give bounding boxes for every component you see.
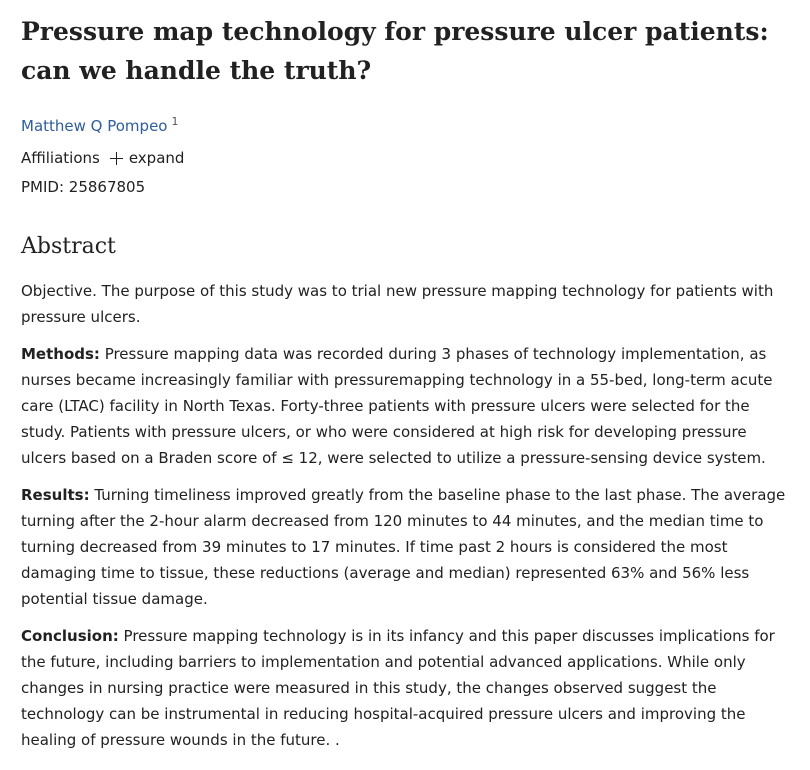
author-link[interactable]: Matthew Q Pompeo <box>21 117 168 135</box>
plus-icon <box>110 152 123 165</box>
abstract-objective: Objective. The purpose of this study was to trial new pressure mapping technology for patients with pressure ulcers. <box>21 282 774 326</box>
affiliations-label: Affiliations <box>21 149 100 167</box>
expand-affiliations-button[interactable] <box>110 148 185 168</box>
article-title-line-2: can we handle the truth? <box>21 56 372 85</box>
methods-text: Pressure mapping data was recorded during 3 phases of technology implementation, as nurses became increasingly familiar with pressuremapping technology in a 55-bed, long-term acute care (LTAC) facility in North Texas. Forty-three patients with pressure ulcers were selected for the study. Patients with pressure ulcers, or who were considered at high risk for developing pressure ulcers based on a Braden score of ≤ 12, were selected to utilize a pressure-sensing device system. <box>21 345 773 467</box>
authors-list <box>21 116 796 136</box>
conclusion-text: Pressure mapping technology is in its infancy and this paper discusses implications for the future, including barriers to implementation and potential advanced applications. While only changes in nursing practice were measured in this study, the changes observed suggest the technology can be instrumental in reducing hospital-acquired pressure ulcers and improving the healing of pressure wounds in the future. . <box>21 627 775 749</box>
abstract-heading: Abstract <box>21 234 116 259</box>
affiliations-row <box>21 148 796 168</box>
conclusion-label: Conclusion: <box>21 627 119 645</box>
author-affiliation-ref[interactable]: 1 <box>171 115 179 128</box>
abstract-methods <box>21 341 796 471</box>
results-label: Results: <box>21 486 90 504</box>
article-page <box>21 12 796 753</box>
abstract-body <box>21 278 796 753</box>
abstract-conclusion <box>21 623 796 753</box>
methods-label: Methods: <box>21 345 100 363</box>
article-title-line-1: Pressure map technology for pressure ulcer patients: <box>21 17 769 46</box>
results-text: Turning timeliness improved greatly from the baseline phase to the last phase. The average turning after the 2-hour alarm decreased from 120 minutes to 44 minutes, and the median time to turning decreased from 39 minutes to 17 minutes. If time past 2 hours is considered the most damaging time to tissue, these reductions (average and median) represented 63% and 56% less potential tissue damage. <box>21 486 786 608</box>
pmid: PMID: 25867805 <box>21 178 146 196</box>
article-title <box>21 12 796 90</box>
expand-label: expand <box>128 149 185 167</box>
abstract-results <box>21 482 796 612</box>
